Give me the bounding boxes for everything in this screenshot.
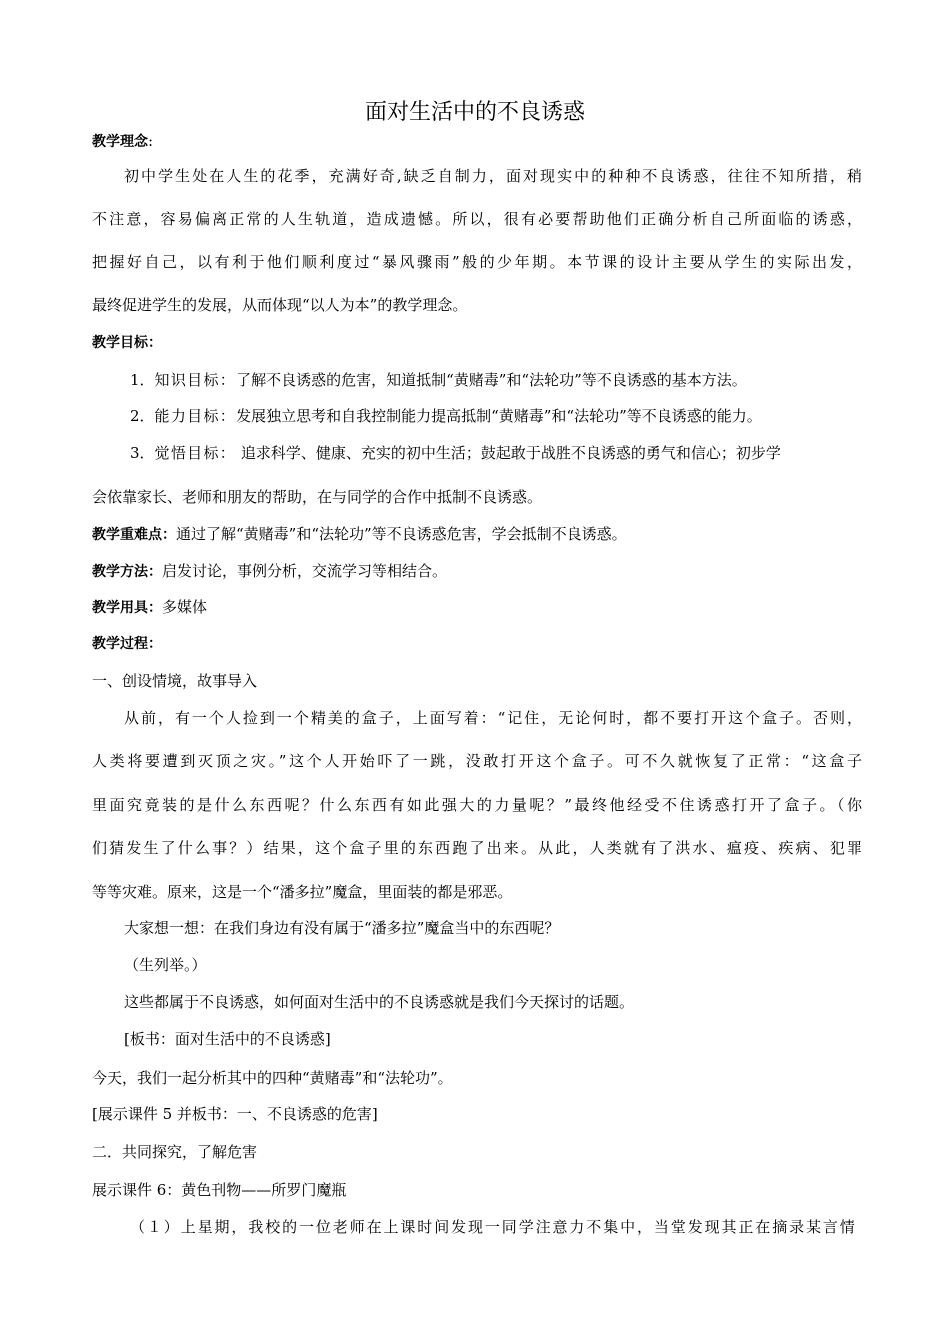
philosophy-heading: 教学理念 — [92, 134, 148, 150]
section-2-heading: 二．共同探究，了解危害 — [92, 1143, 258, 1161]
goal-label: 知识目标： — [154, 371, 237, 389]
methods-text: 启发讨论，事例分析，交流学习等相结合。 — [162, 562, 448, 580]
courseware-5-line: [展示课件 5 并板书：一、不良诱惑的危害] — [92, 1105, 378, 1123]
keypoints-row — [92, 524, 627, 545]
goal-text: 追求科学、健康、充实的初中生活；鼓起敢于战胜不良诱惑的勇气和信心；初步学 — [236, 444, 781, 462]
philosophy-line: 不注意，容易偏离正常的人生轨道，造成遗憾。所以，很有必要帮助他们正确分析自己所面临的诱惑， — [92, 210, 862, 228]
process-heading: 教学过程： — [92, 636, 162, 652]
philosophy-line: 最终促进学生的发展，从而体现“以人为本”的教学理念。 — [92, 296, 468, 314]
board-line: [板书：面对生活中的不良诱惑] — [124, 1030, 331, 1048]
case-1-line: （１）上星期，我校的一位老师在上课时间发现一同学注意力不集中，当堂发现其正在摘录某言情 — [130, 1218, 857, 1236]
today-line: 今天，我们一起分析其中的四种“黄赌毒”和“法轮功”。 — [92, 1069, 453, 1087]
goal-label: 能力目标： — [154, 407, 237, 425]
document-title: 面对生活中的不良诱惑 — [364, 100, 585, 125]
goals-heading: 教学目标： — [92, 335, 162, 351]
keypoints-label: 教学重难点： — [92, 527, 176, 543]
methods-label: 教学方法： — [92, 564, 162, 580]
methods-row — [92, 561, 447, 582]
story-line: 等等灾难。原来，这是一个“潘多拉”魔盒，里面装的都是邪恶。 — [92, 883, 513, 901]
section-1-heading: 一、创设情境，故事导入 — [92, 672, 258, 690]
tools-row — [92, 597, 207, 618]
story-line: 里面究竟装的是什么东西呢？什么东西有如此强大的力量呢？”最终他经受不住诱惑打开了盒子。（你 — [92, 796, 862, 814]
goal-text: 发展独立思考和自我控制能力提高抵制“黄赌毒”和“法轮功”等不良诱惑的能力。 — [236, 407, 762, 425]
question-line: 大家想一想：在我们身边有没有属于“潘多拉”魔盒当中的东西呢？ — [124, 919, 560, 937]
story-line: 从前，有一个人捡到一个精美的盒子，上面写着：“记住，无论何时，都不要打开这个盒子。否则， — [124, 709, 862, 727]
story-line: 们猜发生了什么事？）结果，这个盒子里的东西跑了出来。从此，人类就有了洪水、瘟疫、疾病、犯罪 — [92, 839, 862, 857]
goal-continuation: 会依靠家长、老师和朋友的帮助，在与同学的合作中抵制不良诱惑。 — [92, 488, 543, 506]
goal-number: 2． — [130, 407, 155, 425]
philosophy-heading-colon: : — [148, 132, 154, 150]
tools-text: 多媒体 — [162, 598, 208, 616]
students-line: （生列举。） — [124, 956, 207, 974]
philosophy-heading-row — [92, 131, 153, 152]
philosophy-line: 初中学生处在人生的花季，充满好奇,缺乏自制力，面对现实中的种种不良诱惑，往往不知所措，稍 — [124, 167, 862, 185]
keypoints-text: 通过了解“黄赌毒”和“法轮功”等不良诱惑危害，学会抵制不良诱惑。 — [176, 525, 627, 543]
transition-line: 这些都属于不良诱惑，如何面对生活中的不良诱惑就是我们今天探讨的话题。 — [124, 993, 635, 1011]
goal-number: 3． — [130, 444, 155, 462]
philosophy-line: 把握好自己，以有利于他们顺利度过“暴风骤雨”般的少年期。本节课的设计主要从学生的实际出发， — [92, 253, 862, 271]
goal-item — [130, 370, 747, 390]
goal-number: 1． — [130, 371, 155, 389]
tools-label: 教学用具： — [92, 600, 162, 616]
goal-item — [130, 443, 862, 463]
goal-text: 了解不良诱惑的危害，知道抵制“黄赌毒”和“法轮功”等不良诱惑的基本方法。 — [236, 371, 747, 389]
goal-label: 觉悟目标： — [154, 444, 237, 462]
story-line: 人类将要遭到灭顶之灾。”这个人开始吓了一跳，没敢打开这个盒子。可不久就恢复了正常：“这盒子 — [92, 752, 862, 770]
courseware-6-line: 展示课件 6：黄色刊物——所罗门魔瓶 — [92, 1181, 347, 1199]
goal-item — [130, 406, 762, 426]
